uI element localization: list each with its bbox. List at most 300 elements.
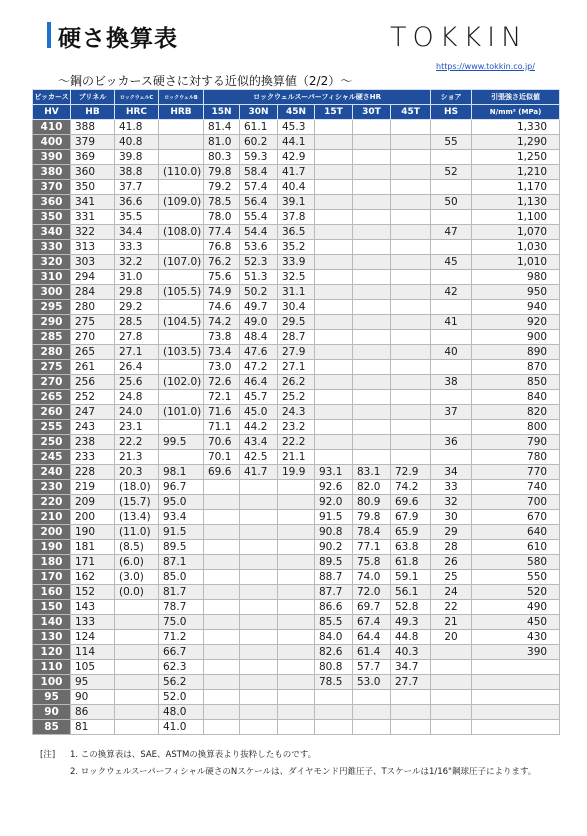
- table-cell: 105: [71, 660, 115, 675]
- table-cell: 77.4: [204, 225, 240, 240]
- header-tensile: 引張強さ近似値: [472, 90, 560, 105]
- table-cell: 76.8: [204, 240, 240, 255]
- table-cell: 95: [71, 675, 115, 690]
- table-cell: [472, 720, 560, 735]
- table-cell: [391, 345, 431, 360]
- table-cell: 85.0: [159, 570, 204, 585]
- group-header-row: [33, 90, 560, 105]
- table-cell: 74.2: [391, 480, 431, 495]
- table-cell: (102.0): [159, 375, 204, 390]
- table-cell: 74.9: [204, 285, 240, 300]
- table-cell: 850: [472, 375, 560, 390]
- table-cell: 1,030: [472, 240, 560, 255]
- column-header: 30N: [240, 105, 278, 120]
- table-cell: 87.1: [159, 555, 204, 570]
- hv-cell: 200: [33, 525, 71, 540]
- table-cell: [353, 375, 391, 390]
- table-cell: 75.0: [159, 615, 204, 630]
- table-cell: [204, 510, 240, 525]
- table-cell: 640: [472, 525, 560, 540]
- table-cell: [353, 690, 391, 705]
- table-cell: 770: [472, 465, 560, 480]
- table-cell: [391, 225, 431, 240]
- table-cell: [240, 540, 278, 555]
- table-cell: 69.6: [391, 495, 431, 510]
- table-cell: [315, 195, 353, 210]
- table-cell: [391, 420, 431, 435]
- column-header: HS: [431, 105, 472, 120]
- table-cell: 38.8: [115, 165, 159, 180]
- table-cell: 75.8: [353, 555, 391, 570]
- table-cell: [315, 150, 353, 165]
- table-cell: [159, 390, 204, 405]
- table-cell: 67.4: [353, 615, 391, 630]
- table-cell: [278, 510, 315, 525]
- table-cell: [278, 645, 315, 660]
- table-cell: (11.0): [115, 525, 159, 540]
- table-cell: (104.5): [159, 315, 204, 330]
- table-cell: 610: [472, 540, 560, 555]
- table-cell: [391, 255, 431, 270]
- table-cell: [240, 480, 278, 495]
- table-cell: [159, 180, 204, 195]
- table-cell: 52: [431, 165, 472, 180]
- table-cell: 93.1: [315, 465, 353, 480]
- hv-cell: 190: [33, 540, 71, 555]
- table-cell: [115, 600, 159, 615]
- table-cell: 72.1: [204, 390, 240, 405]
- table-cell: 87.7: [315, 585, 353, 600]
- table-cell: [240, 600, 278, 615]
- table-cell: 59.3: [240, 150, 278, 165]
- table-cell: 200: [71, 510, 115, 525]
- tokkin-logo: TOKKIN: [390, 22, 528, 53]
- table-cell: [278, 540, 315, 555]
- table-cell: (103.5): [159, 345, 204, 360]
- table-cell: 77.1: [353, 540, 391, 555]
- table-cell: 27.8: [115, 330, 159, 345]
- table-row: [33, 375, 560, 390]
- table-row: [33, 630, 560, 645]
- table-cell: [472, 675, 560, 690]
- table-cell: 95.0: [159, 495, 204, 510]
- table-cell: 54.4: [240, 225, 278, 240]
- table-cell: [431, 150, 472, 165]
- table-row: [33, 240, 560, 255]
- table-cell: 890: [472, 345, 560, 360]
- table-cell: 76.2: [204, 255, 240, 270]
- table-cell: [353, 720, 391, 735]
- table-cell: [159, 150, 204, 165]
- table-row: [33, 510, 560, 525]
- table-cell: 72.0: [353, 585, 391, 600]
- table-cell: 820: [472, 405, 560, 420]
- table-row: [33, 675, 560, 690]
- table-cell: 46.4: [240, 375, 278, 390]
- table-cell: [204, 675, 240, 690]
- table-cell: [353, 240, 391, 255]
- table-cell: [315, 240, 353, 255]
- table-cell: 20.3: [115, 465, 159, 480]
- table-cell: [353, 450, 391, 465]
- table-cell: 233: [71, 450, 115, 465]
- table-row: [33, 150, 560, 165]
- table-cell: [431, 180, 472, 195]
- table-cell: 124: [71, 630, 115, 645]
- table-cell: [391, 435, 431, 450]
- table-cell: 74.2: [204, 315, 240, 330]
- table-cell: [431, 300, 472, 315]
- table-cell: 32.5: [278, 270, 315, 285]
- table-cell: [159, 300, 204, 315]
- table-row: [33, 435, 560, 450]
- table-cell: 33: [431, 480, 472, 495]
- table-cell: [278, 615, 315, 630]
- table-cell: [391, 285, 431, 300]
- table-cell: [278, 585, 315, 600]
- hv-cell: 285: [33, 330, 71, 345]
- hv-cell: 120: [33, 645, 71, 660]
- table-cell: 86: [71, 705, 115, 720]
- table-cell: 369: [71, 150, 115, 165]
- table-cell: 34.7: [391, 660, 431, 675]
- table-cell: 75.6: [204, 270, 240, 285]
- table-cell: [278, 690, 315, 705]
- table-cell: 69.6: [204, 465, 240, 480]
- column-header: 45N: [278, 105, 315, 120]
- table-cell: 44.8: [391, 630, 431, 645]
- table-cell: [431, 450, 472, 465]
- header-brinell: ブリネル: [71, 90, 115, 105]
- table-row: [33, 120, 560, 135]
- table-cell: 243: [71, 420, 115, 435]
- table-cell: 143: [71, 600, 115, 615]
- table-cell: [353, 390, 391, 405]
- table-cell: [159, 420, 204, 435]
- table-cell: [353, 285, 391, 300]
- table-cell: 21.1: [278, 450, 315, 465]
- table-row: [33, 705, 560, 720]
- table-cell: 69.7: [353, 600, 391, 615]
- table-cell: 91.5: [315, 510, 353, 525]
- table-cell: (0.0): [115, 585, 159, 600]
- table-cell: [278, 630, 315, 645]
- table-cell: [240, 720, 278, 735]
- table-cell: 360: [71, 165, 115, 180]
- table-cell: 24: [431, 585, 472, 600]
- table-cell: 22: [431, 600, 472, 615]
- table-cell: [353, 135, 391, 150]
- table-cell: 520: [472, 585, 560, 600]
- table-cell: 31.1: [278, 285, 315, 300]
- table-cell: 331: [71, 210, 115, 225]
- table-cell: 900: [472, 330, 560, 345]
- table-cell: 29.5: [278, 315, 315, 330]
- table-cell: 40.4: [278, 180, 315, 195]
- table-cell: 33.3: [115, 240, 159, 255]
- column-header: N/mm² (MPa): [472, 105, 560, 120]
- table-cell: (8.5): [115, 540, 159, 555]
- table-cell: [353, 180, 391, 195]
- table-cell: 24.0: [115, 405, 159, 420]
- table-cell: 22.2: [115, 435, 159, 450]
- table-cell: 20: [431, 630, 472, 645]
- table-cell: [159, 120, 204, 135]
- table-row: [33, 660, 560, 675]
- table-cell: [431, 330, 472, 345]
- table-cell: 98.1: [159, 465, 204, 480]
- hv-cell: 240: [33, 465, 71, 480]
- table-cell: 920: [472, 315, 560, 330]
- hv-cell: 265: [33, 390, 71, 405]
- table-cell: 62.3: [159, 660, 204, 675]
- table-cell: [431, 705, 472, 720]
- column-header: 45T: [391, 105, 431, 120]
- table-cell: 53.0: [353, 675, 391, 690]
- table-cell: 21: [431, 615, 472, 630]
- table-cell: 66.7: [159, 645, 204, 660]
- website-link[interactable]: https://www.tokkin.co.jp/: [436, 62, 535, 71]
- table-cell: (3.0): [115, 570, 159, 585]
- table-cell: (13.4): [115, 510, 159, 525]
- table-cell: 91.5: [159, 525, 204, 540]
- table-cell: (6.0): [115, 555, 159, 570]
- table-cell: 31.0: [115, 270, 159, 285]
- table-cell: [115, 675, 159, 690]
- table-cell: 23.1: [115, 420, 159, 435]
- table-cell: 950: [472, 285, 560, 300]
- table-cell: [240, 675, 278, 690]
- table-cell: 41.7: [240, 465, 278, 480]
- table-cell: 57.7: [353, 660, 391, 675]
- table-cell: [391, 120, 431, 135]
- table-cell: 90.2: [315, 540, 353, 555]
- table-cell: 71.2: [159, 630, 204, 645]
- table-cell: 27.7: [391, 675, 431, 690]
- table-cell: 52.0: [159, 690, 204, 705]
- table-cell: 90: [71, 690, 115, 705]
- table-row: [33, 300, 560, 315]
- table-cell: [159, 330, 204, 345]
- table-cell: [315, 120, 353, 135]
- column-header: 15T: [315, 105, 353, 120]
- hv-cell: 410: [33, 120, 71, 135]
- table-cell: 379: [71, 135, 115, 150]
- table-cell: [315, 270, 353, 285]
- table-cell: 21.3: [115, 450, 159, 465]
- table-cell: [159, 210, 204, 225]
- table-cell: 162: [71, 570, 115, 585]
- table-cell: [204, 585, 240, 600]
- column-header: 30T: [353, 105, 391, 120]
- table-cell: [240, 705, 278, 720]
- table-cell: 78.5: [315, 675, 353, 690]
- table-cell: 61.1: [240, 120, 278, 135]
- table-cell: [240, 615, 278, 630]
- table-cell: 78.4: [353, 525, 391, 540]
- table-cell: (108.0): [159, 225, 204, 240]
- table-cell: 92.6: [315, 480, 353, 495]
- table-cell: 28.5: [115, 315, 159, 330]
- table-cell: 27.1: [115, 345, 159, 360]
- hv-cell: 260: [33, 405, 71, 420]
- table-cell: [353, 705, 391, 720]
- table-cell: [278, 600, 315, 615]
- table-cell: [353, 150, 391, 165]
- table-cell: 1,100: [472, 210, 560, 225]
- table-cell: 52.8: [391, 600, 431, 615]
- table-cell: [204, 480, 240, 495]
- table-cell: [204, 540, 240, 555]
- table-cell: [315, 285, 353, 300]
- table-cell: 60.2: [240, 135, 278, 150]
- table-cell: 45.7: [240, 390, 278, 405]
- column-header: HV: [33, 105, 71, 120]
- table-cell: 81.7: [159, 585, 204, 600]
- table-row: [33, 540, 560, 555]
- table-cell: 28: [431, 540, 472, 555]
- table-row: [33, 480, 560, 495]
- table-cell: [204, 660, 240, 675]
- header-vickers: ビッカース: [33, 90, 71, 105]
- table-cell: [204, 525, 240, 540]
- table-cell: 47.6: [240, 345, 278, 360]
- table-cell: 45.0: [240, 405, 278, 420]
- table-row: [33, 690, 560, 705]
- table-cell: [204, 705, 240, 720]
- table-cell: [315, 255, 353, 270]
- table-cell: 49.7: [240, 300, 278, 315]
- table-cell: 63.8: [391, 540, 431, 555]
- table-cell: 78.5: [204, 195, 240, 210]
- table-row: [33, 360, 560, 375]
- table-cell: [278, 570, 315, 585]
- table-row: [33, 405, 560, 420]
- table-cell: [391, 150, 431, 165]
- table-cell: [204, 630, 240, 645]
- table-cell: [240, 630, 278, 645]
- table-cell: 133: [71, 615, 115, 630]
- table-cell: (110.0): [159, 165, 204, 180]
- table-cell: 27.9: [278, 345, 315, 360]
- table-cell: 42: [431, 285, 472, 300]
- hv-cell: 250: [33, 435, 71, 450]
- table-cell: 37: [431, 405, 472, 420]
- table-cell: 29.2: [115, 300, 159, 315]
- table-cell: 252: [71, 390, 115, 405]
- table-cell: 59.1: [391, 570, 431, 585]
- table-cell: [115, 660, 159, 675]
- table-cell: 40.3: [391, 645, 431, 660]
- table-cell: [115, 630, 159, 645]
- table-cell: [315, 435, 353, 450]
- table-cell: 32.2: [115, 255, 159, 270]
- table-cell: [431, 120, 472, 135]
- table-cell: 24.3: [278, 405, 315, 420]
- table-cell: 209: [71, 495, 115, 510]
- hv-cell: 370: [33, 180, 71, 195]
- table-cell: 30.4: [278, 300, 315, 315]
- table-cell: 181: [71, 540, 115, 555]
- table-cell: [431, 270, 472, 285]
- table-cell: 152: [71, 585, 115, 600]
- table-cell: 30: [431, 510, 472, 525]
- table-cell: 93.4: [159, 510, 204, 525]
- hv-cell: 210: [33, 510, 71, 525]
- table-cell: 1,290: [472, 135, 560, 150]
- hv-cell: 280: [33, 345, 71, 360]
- table-cell: [472, 705, 560, 720]
- table-cell: [315, 705, 353, 720]
- hv-cell: 160: [33, 585, 71, 600]
- table-cell: 71.1: [204, 420, 240, 435]
- table-cell: [315, 720, 353, 735]
- table-cell: 86.6: [315, 600, 353, 615]
- table-cell: 25.6: [115, 375, 159, 390]
- table-cell: [353, 210, 391, 225]
- table-cell: [353, 360, 391, 375]
- table-cell: [431, 360, 472, 375]
- table-cell: [391, 330, 431, 345]
- table-cell: 35.5: [115, 210, 159, 225]
- table-cell: 61.4: [353, 645, 391, 660]
- table-cell: [240, 645, 278, 660]
- table-cell: [240, 585, 278, 600]
- header-rockwell-c: ロックウェルC: [115, 90, 159, 105]
- table-cell: [431, 660, 472, 675]
- table-cell: [204, 600, 240, 615]
- table-cell: [278, 495, 315, 510]
- table-cell: [159, 240, 204, 255]
- table-cell: 81.4: [204, 120, 240, 135]
- table-cell: [204, 690, 240, 705]
- table-cell: 34: [431, 465, 472, 480]
- hv-cell: 180: [33, 555, 71, 570]
- table-cell: [353, 315, 391, 330]
- table-cell: [391, 690, 431, 705]
- column-header: 15N: [204, 105, 240, 120]
- table-cell: [204, 615, 240, 630]
- table-row: [33, 270, 560, 285]
- table-cell: [391, 240, 431, 255]
- table-cell: [315, 210, 353, 225]
- table-cell: 82.0: [353, 480, 391, 495]
- table-cell: 51.3: [240, 270, 278, 285]
- table-row: [33, 720, 560, 735]
- table-cell: 99.5: [159, 435, 204, 450]
- table-cell: 82.6: [315, 645, 353, 660]
- column-header: HB: [71, 105, 115, 120]
- table-cell: 50: [431, 195, 472, 210]
- table-cell: [159, 270, 204, 285]
- table-cell: 840: [472, 390, 560, 405]
- table-cell: [391, 165, 431, 180]
- table-cell: 740: [472, 480, 560, 495]
- table-cell: 450: [472, 615, 560, 630]
- hv-cell: 340: [33, 225, 71, 240]
- hv-cell: 95: [33, 690, 71, 705]
- table-cell: 55.4: [240, 210, 278, 225]
- table-cell: 41.8: [115, 120, 159, 135]
- table-cell: 36.5: [278, 225, 315, 240]
- table-cell: 70.1: [204, 450, 240, 465]
- table-cell: 78.0: [204, 210, 240, 225]
- table-row: [33, 615, 560, 630]
- table-cell: 81.0: [204, 135, 240, 150]
- table-row: [33, 645, 560, 660]
- table-cell: [278, 480, 315, 495]
- table-cell: 32: [431, 495, 472, 510]
